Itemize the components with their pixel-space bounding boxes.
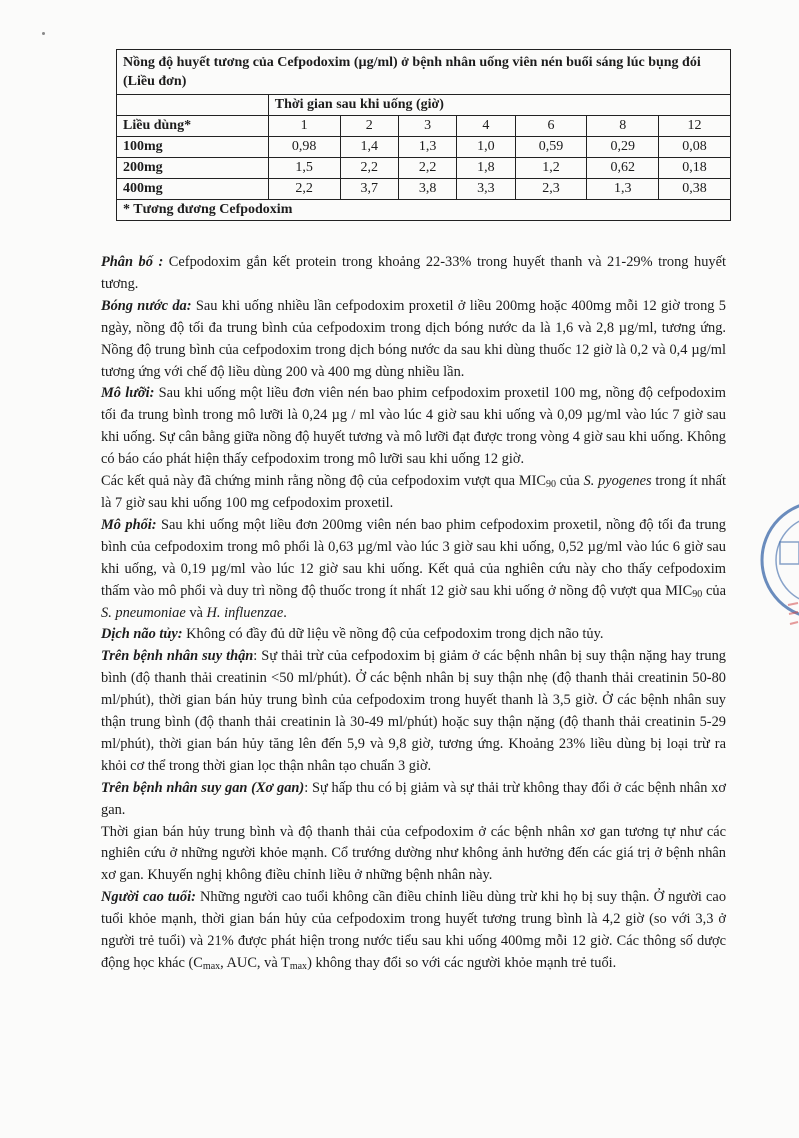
paragraph-cirrhosis: [101, 822, 726, 888]
organism-name: H. influenzae: [206, 604, 284, 621]
table-footnote-row: [117, 200, 731, 221]
hour-cell: 8: [587, 116, 659, 137]
paragraph-tongue-tissue: [101, 383, 726, 471]
value-cell: 0,59: [515, 137, 587, 158]
dose-cell: 100mg: [117, 137, 269, 158]
section-text: trong ít nhất là 7 giờ sau khi uống 100 mg cefpodoxim proxetil.: [101, 473, 727, 511]
paragraph-mic: [101, 471, 726, 515]
dose-cell: 400mg: [117, 179, 269, 200]
value-cell: 2,3: [515, 179, 587, 200]
section-label: Trên bệnh nhân suy thận: [101, 648, 254, 665]
section-text: ) không thay đổi so với các người khỏe mạnh trẻ tuổi.: [307, 955, 617, 971]
value-cell: 2,2: [398, 158, 456, 179]
section-text: Sau khi uống một liều đơn 200mg viên nén bao phim cefpodoxim proxetil, nồng độ tối đa trung bình của cefpodoxim trong mô phổi là 0,63 µg/ml vào lúc 3 giờ sau khi uống, 0,52 µg/ml vào lúc 6 giờ sau khi uống, và 0,19 µg/ml vào lúc 12 giờ sau khi uống. Kết quả của nghiên cứu này cho thấy cefpodoxim thấm vào mô phổi và duy trì nồng độ thuốc trong ít nhất 12 giờ sau khi uống ở nồng độ vượt qua MIC: [101, 516, 726, 599]
section-text: Các kết quả này đã chứng minh rằng nồng độ của cefpodoxim vượt qua MIC: [101, 473, 547, 490]
section-text: Sau khi uống nhiều lần cefpodoxim proxetil ở liều 200mg hoặc 400mg mỗi 12 giờ trong 5 ngày, nồng độ tối đa trung bình của cefpodoxim trong dịch bóng nước da là 1,6 và 2,8 µg/ml, tương ứng. Nồng độ trung bình của cefpodoxim trong dịch bóng nước da sau khi dùng thuốc 12 giờ là 0,2 và 0,4 µg/ml tương ứng với chế độ liều dùng 200 và 400 mg dùng nhiều lần.: [101, 297, 727, 380]
table-time-header-row: [117, 95, 731, 116]
section-label: Người cao tuổi:: [101, 889, 196, 906]
value-cell: 1,3: [398, 137, 456, 158]
organism-name: S. pneumoniae: [101, 604, 186, 621]
plasma-concentration-table: [116, 49, 731, 221]
value-cell: 0,08: [659, 137, 731, 158]
paragraph-hepatic-impairment: [101, 778, 726, 822]
table-row: [117, 158, 731, 179]
paragraph-lung-tissue: [101, 515, 726, 625]
paragraph-renal-impairment: [101, 646, 726, 777]
table-hours-row: [117, 116, 731, 137]
hour-cell: 6: [515, 116, 587, 137]
section-label: Bóng nước da:: [101, 297, 192, 314]
dose-header: Liều dùng*: [117, 116, 269, 137]
time-header: Thời gian sau khi uống (giờ): [268, 95, 730, 116]
table-title: Nồng độ huyết tương của Cefpodoxim (µg/ml) ở bệnh nhân uống viên nén buổi sáng lúc bụng đói (Liều đơn): [117, 50, 731, 95]
table-title-row: [117, 50, 731, 95]
hour-cell: 12: [659, 116, 731, 137]
hour-cell: 3: [398, 116, 456, 137]
value-cell: 1,5: [268, 158, 340, 179]
section-label: Phân bố :: [101, 254, 164, 270]
section-label: Mô phổi:: [101, 516, 157, 533]
value-cell: 0,29: [587, 137, 659, 158]
paragraph-skin-blister: [101, 296, 726, 384]
value-cell: 0,18: [659, 158, 731, 179]
section-text: .: [283, 604, 287, 621]
scan-speck: [42, 32, 45, 35]
value-cell: 2,2: [268, 179, 340, 200]
value-cell: 2,2: [340, 158, 398, 179]
table-row: [117, 179, 731, 200]
subscript: 90: [546, 479, 557, 491]
section-text: của: [702, 582, 726, 599]
section-text: Sau khi uống một liều đơn viên nén bao phim cefpodoxim proxetil 100 mg, nồng độ cefpodoxim tối đa trung bình trong mô lưỡi là 0,24 µg / ml vào lúc 4 giờ sau khi uống và 0,09 µg/ml vào lúc 7 giờ sau khi uống. Sự cân bằng giữa nồng độ huyết tương và mô lưỡi đạt được trong vòng 4 giờ sau khi uống. Không có báo cáo phát hiện thấy cefpodoxim trong mô lưỡi sau khi uống 12 giờ.: [101, 385, 726, 468]
section-label: Trên bệnh nhân suy gan (Xơ gan): [101, 779, 305, 796]
value-cell: 0,98: [268, 137, 340, 158]
section-text: , AUC, và T: [220, 955, 290, 971]
subscript: max: [289, 961, 308, 972]
value-cell: 0,38: [659, 179, 731, 200]
hour-cell: 4: [457, 116, 515, 137]
table-empty-cell: [117, 95, 269, 116]
subscript: max: [202, 961, 221, 972]
value-cell: 3,3: [457, 179, 515, 200]
value-cell: 0,62: [587, 158, 659, 179]
section-text: Những người cao tuổi không cần điều chỉnh liều dùng trừ khi họ bị suy thận. Ở người cao tuổi khỏe mạnh, thời gian bán hủy của cefpodoxim trong huyết tương trung bình là 4,2 giờ (so với 3,3 ở người trẻ tuổi) và 21% được phát hiện trong nước tiểu sau khi uống 400mg mỗi 12 giờ. Các thông số dược động học khác (C: [101, 889, 727, 971]
section-text: Cefpodoxim gắn kết protein trong khoảng 22-33% trong huyết thanh và 21-29% trong huyết tương.: [101, 254, 727, 292]
section-text: : Sự thải trừ của cefpodoxim bị giảm ở các bệnh nhân bị suy thận nặng hay trung bình (độ thanh thải creatinin <50 ml/phút). Ở các bệnh nhân bị suy thận nhẹ (độ thanh thải creatinin 50-80 ml/phút), thời gian bán hủy trung bình của cefpodoxim trong huyết thanh là 3,5 giờ. Ở các bệnh nhân suy thận trung bình (độ thanh thải creatinin là 30-49 ml/phút) hoặc suy thận nặng (độ thanh thải creatinin 5-29 ml/phút), thời gian bán hủy tăng lên đến 5,9 và 9,8 giờ, tương ứng. Khoảng 23% liều dùng bị loại trừ ra khỏi cơ thể trong thời gian lọc thận nhân tạo chuẩn 3 giờ.: [101, 648, 727, 774]
section-text: Thời gian bán hủy trung bình và độ thanh thải của cefpodoxim ở các bệnh nhân xơ gan tương tự như các nghiên cứu ở những người khỏe mạnh. Cổ trướng dường như không ảnh hưởng đến các giá trị ở bệnh nhân xơ gan. Khuyến nghị không điều chỉnh liều ở những bệnh nhân này.: [101, 823, 726, 884]
section-text: và: [185, 604, 207, 621]
value-cell: 1,2: [515, 158, 587, 179]
value-cell: 1,3: [587, 179, 659, 200]
dose-cell: 200mg: [117, 158, 269, 179]
hour-cell: 2: [340, 116, 398, 137]
paragraph-elderly: [101, 887, 726, 975]
section-text: : Sự hấp thu có bị giảm và sự thải trừ không thay đổi ở các bệnh nhân xơ gan.: [101, 779, 727, 818]
document-body: [101, 252, 726, 975]
value-cell: 1,0: [457, 137, 515, 158]
paragraph-distribution: [101, 252, 726, 296]
table-footnote: * Tương đương Cefpodoxim: [117, 200, 731, 221]
value-cell: 3,7: [340, 179, 398, 200]
hour-cell: 1: [268, 116, 340, 137]
section-text: Không có đầy đủ dữ liệu về nồng độ của cefpodoxim trong dịch não tủy.: [182, 626, 604, 643]
section-label: Dịch não tủy:: [101, 626, 183, 643]
subscript: 90: [692, 588, 703, 600]
red-ink-mark: [786, 600, 799, 630]
section-text: của: [556, 473, 584, 490]
section-label: Mô lưỡi:: [101, 385, 155, 402]
organism-name: S. pyogenes: [583, 473, 652, 490]
paragraph-csf: [101, 624, 726, 646]
value-cell: 1,4: [340, 137, 398, 158]
table-row: [117, 137, 731, 158]
value-cell: 1,8: [457, 158, 515, 179]
value-cell: 3,8: [398, 179, 456, 200]
